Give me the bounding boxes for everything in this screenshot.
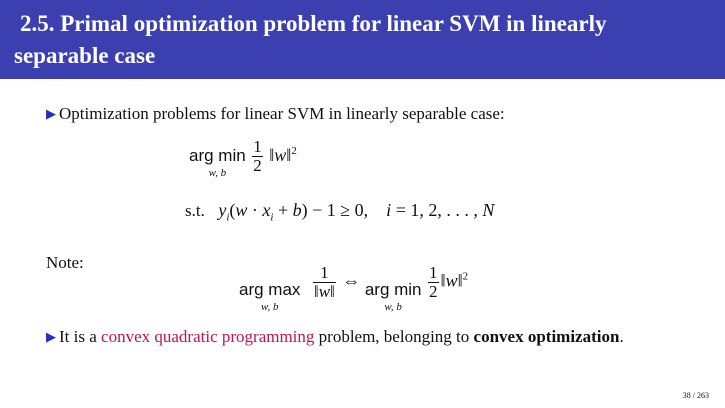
page-number: 38 / 263	[682, 391, 709, 400]
argmax-operator: arg max w, b	[239, 280, 301, 313]
constraint-equation: s.t. $y_i(w \cdot x_i + b) - 1 \ge 0$, i = 1, 2, . . . , N	[185, 200, 495, 224]
note-label: Note:	[46, 253, 84, 272]
title-line-1: 2.5. Primal optimization problem for linear SVM in linearly	[20, 11, 607, 36]
highlight-text: convex quadratic programming	[101, 327, 315, 346]
one-half-fraction: $\frac{1}{2}$	[253, 137, 262, 175]
bold-term: convex optimization	[473, 327, 620, 346]
one-half-fraction-2: $\frac{1}{2}$	[429, 263, 438, 301]
objective-equation	[189, 137, 297, 183]
argmin-operator-2: arg min w, b	[364, 280, 422, 313]
title-line-2: separable case	[14, 43, 156, 68]
bullet-1-text: Optimization problems for linear SVM in linearly separable case:	[59, 104, 505, 123]
bullet-1	[46, 104, 505, 124]
equivalence-equation: arg max w, b $\frac{1}{‖w‖}$ ⇔ arg min w, b $\frac{1}{2}$ ‖w‖$^2$	[239, 263, 469, 313]
norm-w-squared: ‖w‖$^2$	[269, 144, 297, 165]
argmin-operator: arg min w, b	[189, 146, 246, 179]
bullet-2: ▶ It is a convex quadratic programming problem, belonging to convex optimization.	[46, 327, 624, 346]
bullet-triangle-icon: ▶	[46, 329, 56, 344]
equivalence-icon: ⇔	[342, 270, 361, 291]
st-label: s.t.	[185, 201, 205, 220]
inverse-norm-fraction: $\frac{1}{‖w‖}$	[313, 263, 335, 301]
bullet-triangle-icon: ▶	[46, 106, 56, 121]
